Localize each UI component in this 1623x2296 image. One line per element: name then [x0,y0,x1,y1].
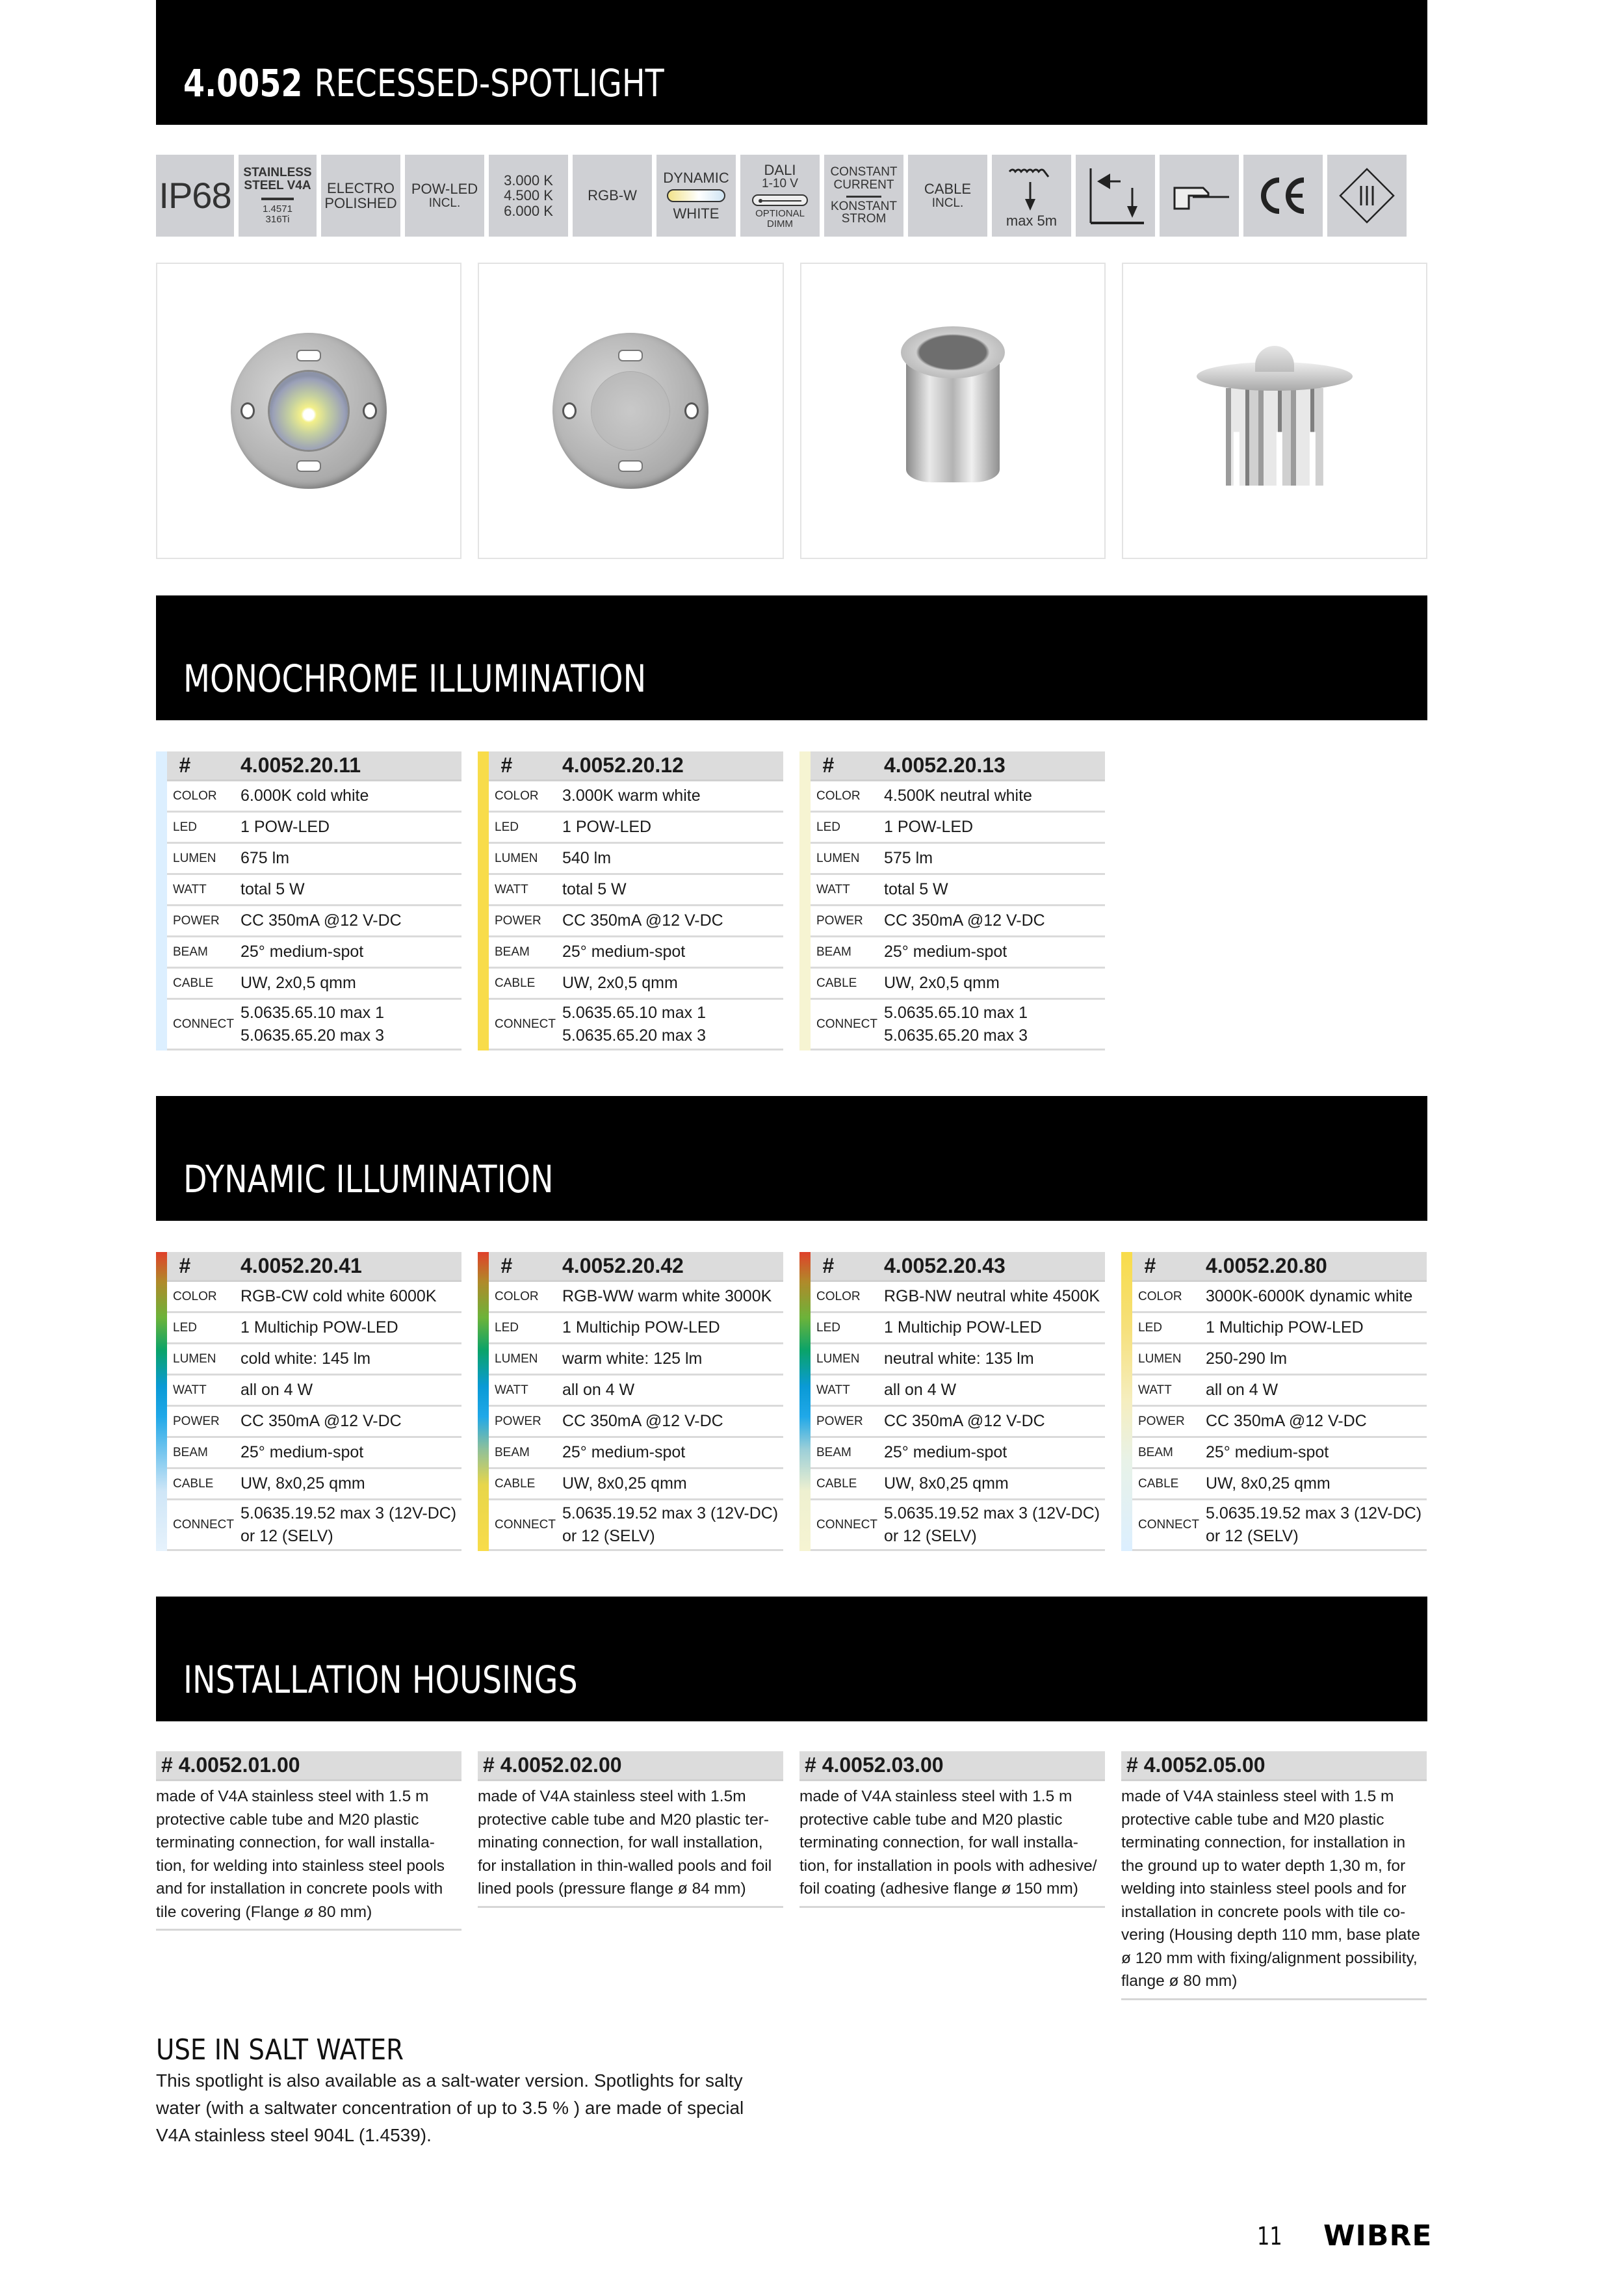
feature-icon-strip [156,155,1427,237]
table-row: CONNECT 5.0635.65.10 max 1 5.0635.65.20 max 3 [811,1000,1105,1050]
product-name: RECESSED-SPOTLIGHT [314,61,664,105]
table-row: CONNECT 5.0635.19.52 max 3 (12V-DC) or 12 (SELV) [1132,1500,1427,1551]
table-row: LED 1 Multichip POW-LED [167,1313,461,1344]
housing-article-number: # 4.0052.03.00 [799,1751,1105,1781]
product-photo-side [800,263,1106,559]
table-row: BEAM 25° medium-spot [489,1438,783,1469]
constant-current-badge: CONSTANT CURRENT KONSTANT STROM [824,155,903,237]
table-row: LUMEN cold white: 145 lm [167,1344,461,1376]
dynamic-white-badge: DYNAMIC WHITE [656,155,736,237]
spec-table-4.0052.20.80 [1121,1252,1427,1551]
table-row: CABLE UW, 8x0,25 qmm [1132,1469,1427,1500]
table-row: BEAM 25° medium-spot [489,937,783,969]
spec-table-4.0052.20.11 [156,751,461,1050]
section-header-housings: INSTALLATION HOUSINGS [156,1597,1427,1721]
table-row: LED 1 Multichip POW-LED [1132,1313,1427,1344]
spotlight-side-image [901,326,1005,495]
table-row: CONNECT 5.0635.19.52 max 3 (12V-DC) or 12 (SELV) [489,1500,783,1551]
table-row: CABLE UW, 8x0,25 qmm [489,1469,783,1500]
color-indicator-stripe [478,1252,489,1551]
monochrome-spec-tables [156,751,1427,1050]
table-row: CONNECT 5.0635.19.52 max 3 (12V-DC) or 12 (SELV) [811,1500,1105,1551]
table-row: COLOR 4.500K neutral white [811,781,1105,813]
spec-table-4.0052.20.42 [478,1252,783,1551]
article-number: 4.0052.20.42 [562,1254,684,1277]
table-row: LUMEN 575 lm [811,844,1105,875]
cable-included-badge: CABLE INCL. [908,155,987,237]
spec-table-header: # 4.0052.20.80 [1132,1252,1427,1282]
table-row: CONNECT 5.0635.19.52 max 3 (12V-DC) or 12 (SELV) [167,1500,461,1551]
divider [846,196,881,198]
housing-description: made of V4A stainless steel with 1.5 m protective cable tube and M20 plastic terminating connection, for wall installa-tion, for installation in pools with adhesive/ foil coating (adhesive flange ø 150 mm) [799,1781,1105,1908]
table-row: COLOR RGB-WW warm white 3000K [489,1282,783,1313]
housing-article-number: # 4.0052.05.00 [1121,1751,1427,1781]
spec-table-header: # 4.0052.20.11 [167,751,461,781]
installation-housings-list [156,1751,1427,2000]
spec-table-4.0052.20.12 [478,751,783,1050]
article-number: 4.0052.20.80 [1206,1254,1327,1277]
table-row: LED 1 POW-LED [489,813,783,844]
housing-article-number: # 4.0052.02.00 [478,1751,783,1781]
housing-description: made of V4A stainless steel with 1.5 m protective cable tube and M20 plastic terminating connection, for wall installa-tion, for welding into stainless steel pools and for installation in concrete pools with tile covering (Flange ø 80 mm) [156,1781,461,1931]
table-row: LUMEN 540 lm [489,844,783,875]
divider [261,198,294,200]
table-row: BEAM 25° medium-spot [811,1438,1105,1469]
spec-table-header: # 4.0052.20.42 [489,1252,783,1282]
housing-card [156,1751,461,1931]
table-row: LUMEN warm white: 125 lm [489,1344,783,1376]
mounting-direction-icon [1084,163,1147,228]
product-photo-front-cover [478,263,783,559]
housing-article-number: # 4.0052.01.00 [156,1751,461,1781]
table-row: LUMEN neutral white: 135 lm [811,1344,1105,1376]
spec-table-4.0052.20.41 [156,1252,461,1551]
table-row: WATT all on 4 W [489,1376,783,1407]
color-indicator-stripe [1121,1252,1132,1551]
section-header-monochrome: MONOCHROME ILLUMINATION [156,595,1427,720]
ce-mark-badge [1243,155,1323,237]
dimmer-icon [752,194,808,206]
table-row: WATT total 5 W [167,875,461,906]
table-row: WATT total 5 W [489,875,783,906]
color-indicator-stripe [156,751,167,1050]
installation-housing-image [1197,333,1353,489]
flange-icon [1167,176,1232,215]
table-row: WATT total 5 W [811,875,1105,906]
electro-polished-badge: ELECTRO POLISHED [321,155,400,237]
spec-table-4.0052.20.13 [799,751,1105,1050]
ip68-badge: IP68 [156,155,234,237]
table-row: COLOR 3000K-6000K dynamic white [1132,1282,1427,1313]
page-title-bar [156,0,1427,125]
table-row: POWER CC 350mA @12 V-DC [489,1407,783,1438]
pow-led-badge: POW-LED INCL. [405,155,484,237]
dynamic-spec-tables [156,1252,1427,1551]
housing-card [799,1751,1105,1908]
spotlight-cover-image [552,333,708,489]
table-row: WATT all on 4 W [167,1376,461,1407]
table-row: LUMEN 675 lm [167,844,461,875]
spec-table-header: # 4.0052.20.41 [167,1252,461,1282]
table-row: LED 1 POW-LED [167,813,461,844]
table-row: COLOR 6.000K cold white [167,781,461,813]
brand-logo: WIBRE [1323,2219,1433,2252]
article-number: 4.0052.20.12 [562,753,684,777]
spotlight-front-image [231,333,387,489]
table-row: POWER CC 350mA @12 V-DC [811,1407,1105,1438]
spec-table-header: # 4.0052.20.13 [811,751,1105,781]
table-row: POWER CC 350mA @12 V-DC [167,1407,461,1438]
page-number: 11 [1257,2222,1282,2250]
housing-description: made of V4A stainless steel with 1.5m protective cable tube and M20 plastic ter-minating connection, for wall installation, for installation in thin-walled pools and foil lined pools (pressure flange ø 84 mm) [478,1781,783,1908]
page-title [183,60,664,107]
color-temperature-badge: 3.000 K 4.500 K 6.000 K [489,155,568,237]
dali-dimm-badge: DALI 1-10 V OPTIONAL DIMM [740,155,820,237]
protection-class-iii-icon [1338,166,1396,225]
max-depth-badge: max 5m [992,155,1071,237]
table-row: CABLE UW, 2x0,5 qmm [167,969,461,1000]
table-row: COLOR 3.000K warm white [489,781,783,813]
table-row: CONNECT 5.0635.65.10 max 1 5.0635.65.20 max 3 [489,1000,783,1050]
salt-water-heading: USE IN SALT WATER [156,2033,404,2067]
dynamic-white-gradient-icon [667,189,725,202]
article-number: 4.0052.20.41 [240,1254,362,1277]
product-number: 4.0052 [183,61,303,105]
color-indicator-stripe [156,1252,167,1551]
table-row: LUMEN 250-290 lm [1132,1344,1427,1376]
table-row: LED 1 Multichip POW-LED [811,1313,1105,1344]
stainless-steel-badge: STAINLESS STEEL V4A 1.4571 316Ti [239,155,317,237]
housing-description: made of V4A stainless steel with 1.5 m protective cable tube and M20 plastic terminating connection, for installation in the ground up to water depth 1,30 m, for welding into stainless steel pools and for installation in concrete pools with tile co-vering (Housing depth 110 mm, base plate ø 120 mm with fixing/alignment possibility, flange ø 80 mm) [1121,1781,1427,2000]
table-row: WATT all on 4 W [811,1376,1105,1407]
article-number: 4.0052.20.11 [240,753,361,777]
table-row: LED 1 Multichip POW-LED [489,1313,783,1344]
table-row: CABLE UW, 2x0,5 qmm [811,969,1105,1000]
table-row: CABLE UW, 8x0,25 qmm [811,1469,1105,1500]
table-row: WATT all on 4 W [1132,1376,1427,1407]
color-indicator-stripe [799,1252,811,1551]
table-row: POWER CC 350mA @12 V-DC [489,906,783,937]
table-row: POWER CC 350mA @12 V-DC [811,906,1105,937]
spec-table-header: # 4.0052.20.43 [811,1252,1105,1282]
article-number: 4.0052.20.13 [884,753,1006,777]
color-indicator-stripe [799,751,811,1050]
water-depth-icon [1006,163,1058,213]
rgbw-badge: RGB-W [573,155,652,237]
housing-card [478,1751,783,1908]
table-row: CABLE UW, 2x0,5 qmm [489,969,783,1000]
table-row: BEAM 25° medium-spot [167,1438,461,1469]
table-row: BEAM 25° medium-spot [1132,1438,1427,1469]
color-indicator-stripe [478,751,489,1050]
table-row: COLOR RGB-NW neutral white 4500K [811,1282,1105,1313]
table-row: BEAM 25° medium-spot [811,937,1105,969]
spec-table-header: # 4.0052.20.12 [489,751,783,781]
ce-mark-icon [1257,176,1309,215]
table-row: COLOR RGB-CW cold white 6000K [167,1282,461,1313]
salt-water-text: This spotlight is also available as a salt-water version. Spotlights for salty water (with a saltwater concentration of up to 3.5 % ) are made of special V4A stainless steel 904L (1.4539). [156,2070,744,2145]
table-row: BEAM 25° medium-spot [167,937,461,969]
table-row: CABLE UW, 8x0,25 qmm [167,1469,461,1500]
table-row: CONNECT 5.0635.65.10 max 1 5.0635.65.20 max 3 [167,1000,461,1050]
wall-floor-mount-badge [1076,155,1155,237]
table-row: LED 1 POW-LED [811,813,1105,844]
product-photos [156,263,1427,559]
product-photo-front-lit [156,263,461,559]
article-number: 4.0052.20.43 [884,1254,1006,1277]
housing-card [1121,1751,1427,2000]
product-photo-housing [1122,263,1427,559]
protection-class-3-badge [1327,155,1407,237]
spec-table-4.0052.20.43 [799,1252,1105,1551]
flange-badge [1160,155,1239,237]
section-header-dynamic: DYNAMIC ILLUMINATION [156,1096,1427,1221]
table-row: POWER CC 350mA @12 V-DC [167,906,461,937]
table-row: POWER CC 350mA @12 V-DC [1132,1407,1427,1438]
